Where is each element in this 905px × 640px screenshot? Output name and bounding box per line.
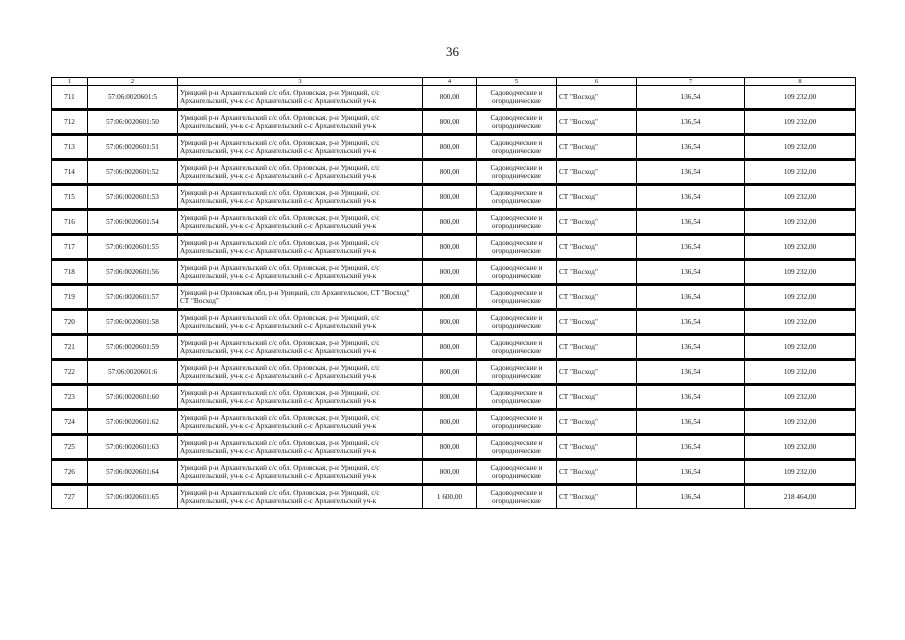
plot-address-cell: Урицкий р-н Архангельский с/с обл. Орловская, р-н Урицкий, с/с Архангельский, уч-к с-с Архангельский с-с Архангельский уч-к <box>178 335 423 360</box>
cadastral-number-cell: 57:06:0020601:57 <box>88 285 178 310</box>
organization-cell: СТ "Восход" <box>557 160 637 185</box>
cadastral-value-cell: 109 232,00 <box>745 460 856 485</box>
plot-address-cell: Урицкий р-н Архангельский с/с обл. Орловская, р-н Урицкий, с/с Архангельский, уч-к с-с Архангельский с-с Архангельский уч-к <box>178 260 423 285</box>
plot-address-cell: Урицкий р-н Архангельский с/с обл. Орловская, р-н Урицкий, с/с Архангельский, уч-к с-с Архангельский с-с Архангельский уч-к <box>178 210 423 235</box>
plot-area-cell: 800,00 <box>423 410 477 435</box>
plot-address-cell: Урицкий р-н Архангельский с/с обл. Орловская, р-н Урицкий, с/с Архангельский, уч-к с-с Архангельский с-с Архангельский уч-к <box>178 185 423 210</box>
table-row <box>52 185 856 210</box>
row-number-cell: 715 <box>52 185 88 210</box>
table-row <box>52 435 856 460</box>
row-number-cell: 711 <box>52 86 88 110</box>
cadastral-number-cell: 57:06:0020601:6 <box>88 360 178 385</box>
unit-value-cell: 136,54 <box>637 385 745 410</box>
unit-value-cell: 136,54 <box>637 360 745 385</box>
cadastral-number-cell: 57:06:0020601:58 <box>88 310 178 335</box>
cadastral-number-cell: 57:06:0020601:5 <box>88 86 178 110</box>
plot-area-cell: 800,00 <box>423 385 477 410</box>
table-header-row <box>52 78 856 86</box>
row-number-cell: 721 <box>52 335 88 360</box>
unit-value-cell: 136,54 <box>637 310 745 335</box>
permitted-use-cell: Садоводческие и огороднические <box>477 210 557 235</box>
page-number: 36 <box>446 44 459 59</box>
unit-value-cell: 136,54 <box>637 235 745 260</box>
plot-address-cell: Урицкий р-н Архангельский с/с обл. Орловская, р-н Урицкий, с/с Архангельский, уч-к с-с Архангельский с-с Архангельский уч-к <box>178 385 423 410</box>
permitted-use-cell: Садоводческие и огороднические <box>477 135 557 160</box>
unit-value-cell: 136,54 <box>637 485 745 509</box>
cadastral-number-cell: 57:06:0020601:56 <box>88 260 178 285</box>
plot-area-cell: 800,00 <box>423 335 477 360</box>
organization-cell: СТ "Восход" <box>557 210 637 235</box>
permitted-use-cell: Садоводческие и огороднические <box>477 285 557 310</box>
plot-area-cell: 800,00 <box>423 235 477 260</box>
cadastral-value-cell: 109 232,00 <box>745 210 856 235</box>
row-number-cell: 714 <box>52 160 88 185</box>
column-header: 7 <box>637 78 745 86</box>
cadastral-value-cell: 109 232,00 <box>745 135 856 160</box>
cadastral-number-cell: 57:06:0020601:65 <box>88 485 178 509</box>
permitted-use-cell: Садоводческие и огороднические <box>477 485 557 509</box>
permitted-use-cell: Садоводческие и огороднические <box>477 235 557 260</box>
cadastral-value-cell: 109 232,00 <box>745 260 856 285</box>
plot-address-cell: Урицкий р-н Архангельский с/с обл. Орловская, р-н Урицкий, с/с Архангельский, уч-к с-с Архангельский с-с Архангельский уч-к <box>178 360 423 385</box>
organization-cell: СТ "Восход" <box>557 485 637 509</box>
cadastral-value-cell: 109 232,00 <box>745 310 856 335</box>
permitted-use-cell: Садоводческие и огороднические <box>477 460 557 485</box>
row-number-cell: 722 <box>52 360 88 385</box>
permitted-use-cell: Садоводческие и огороднические <box>477 310 557 335</box>
row-number-cell: 713 <box>52 135 88 160</box>
table-row <box>52 235 856 260</box>
unit-value-cell: 136,54 <box>637 135 745 160</box>
plot-area-cell: 1 600,00 <box>423 485 477 509</box>
permitted-use-cell: Садоводческие и огороднические <box>477 185 557 210</box>
unit-value-cell: 136,54 <box>637 210 745 235</box>
cadastral-value-cell: 109 232,00 <box>745 235 856 260</box>
permitted-use-cell: Садоводческие и огороднические <box>477 435 557 460</box>
row-number-cell: 727 <box>52 485 88 509</box>
table-row <box>52 360 856 385</box>
plot-address-cell: Урицкий р-н Архангельский с/с обл. Орловская, р-н Урицкий, с/с Архангельский, уч-к с-с Архангельский с-с Архангельский уч-к <box>178 235 423 260</box>
cadastral-number-cell: 57:06:0020601:63 <box>88 435 178 460</box>
plot-address-cell: Урицкий р-н Архангельский с/с обл. Орловская, р-н Урицкий, с/с Архангельский, уч-к с-с Архангельский с-с Архангельский уч-к <box>178 110 423 135</box>
cadastral-value-cell: 109 232,00 <box>745 285 856 310</box>
cadastral-value-cell: 109 232,00 <box>745 410 856 435</box>
permitted-use-cell: Садоводческие и огороднические <box>477 110 557 135</box>
organization-cell: СТ "Восход" <box>557 285 637 310</box>
cadastral-number-cell: 57:06:0020601:62 <box>88 410 178 435</box>
table-row <box>52 310 856 335</box>
table-row <box>52 210 856 235</box>
cadastral-value-cell: 109 232,00 <box>745 435 856 460</box>
cadastral-value-cell: 109 232,00 <box>745 185 856 210</box>
table-body <box>52 86 856 509</box>
cadastral-value-cell: 109 232,00 <box>745 110 856 135</box>
unit-value-cell: 136,54 <box>637 86 745 110</box>
cadastral-value-cell: 109 232,00 <box>745 335 856 360</box>
plot-address-cell: Урицкий р-н Архангельский с/с обл. Орловская, р-н Урицкий, с/с Архангельский, уч-к с-с Архангельский с-с Архангельский уч-к <box>178 160 423 185</box>
unit-value-cell: 136,54 <box>637 160 745 185</box>
cadastral-value-cell: 109 232,00 <box>745 160 856 185</box>
unit-value-cell: 136,54 <box>637 435 745 460</box>
cadastral-value-cell: 218 464,00 <box>745 485 856 509</box>
cadastral-number-cell: 57:06:0020601:53 <box>88 185 178 210</box>
row-number-cell: 719 <box>52 285 88 310</box>
plot-address-cell: Урицкий р-н Архангельский с/с обл. Орловская, р-н Урицкий, с/с Архангельский, уч-к с-с Архангельский с-с Архангельский уч-к <box>178 135 423 160</box>
permitted-use-cell: Садоводческие и огороднические <box>477 410 557 435</box>
cadastral-value-cell: 109 232,00 <box>745 360 856 385</box>
column-header: 3 <box>178 78 423 86</box>
row-number-cell: 724 <box>52 410 88 435</box>
organization-cell: СТ "Восход" <box>557 260 637 285</box>
unit-value-cell: 136,54 <box>637 335 745 360</box>
plot-address-cell: Урицкий р-н Архангельский с/с обл. Орловская, р-н Урицкий, с/с Архангельский, уч-к с-с Архангельский с-с Архангельский уч-к <box>178 310 423 335</box>
organization-cell: СТ "Восход" <box>557 310 637 335</box>
plot-area-cell: 800,00 <box>423 310 477 335</box>
table-row <box>52 385 856 410</box>
unit-value-cell: 136,54 <box>637 460 745 485</box>
cadastral-number-cell: 57:06:0020601:59 <box>88 335 178 360</box>
row-number-cell: 717 <box>52 235 88 260</box>
unit-value-cell: 136,54 <box>637 260 745 285</box>
table-row <box>52 410 856 435</box>
column-header: 8 <box>745 78 856 86</box>
table-row <box>52 485 856 509</box>
plot-address-cell: Урицкий р-н Архангельский с/с обл. Орловская, р-н Урицкий, с/с Архангельский, уч-к с-с Архангельский с-с Архангельский уч-к <box>178 485 423 509</box>
land-plot-table <box>51 77 856 509</box>
plot-area-cell: 800,00 <box>423 360 477 385</box>
cadastral-value-cell: 109 232,00 <box>745 86 856 110</box>
row-number-cell: 718 <box>52 260 88 285</box>
row-number-cell: 723 <box>52 385 88 410</box>
table-row <box>52 260 856 285</box>
organization-cell: СТ "Восход" <box>557 435 637 460</box>
column-header: 4 <box>423 78 477 86</box>
table-row <box>52 135 856 160</box>
plot-address-cell: Урицкий р-н Архангельский с/с обл. Орловская, р-н Урицкий, с/с Архангельский, уч-к с-с Архангельский с-с Архангельский уч-к <box>178 435 423 460</box>
table-row <box>52 460 856 485</box>
organization-cell: СТ "Восход" <box>557 110 637 135</box>
plot-area-cell: 800,00 <box>423 185 477 210</box>
row-number-cell: 720 <box>52 310 88 335</box>
organization-cell: СТ "Восход" <box>557 185 637 210</box>
column-header: 1 <box>52 78 88 86</box>
table-row <box>52 285 856 310</box>
cadastral-number-cell: 57:06:0020601:50 <box>88 110 178 135</box>
row-number-cell: 712 <box>52 110 88 135</box>
plot-area-cell: 800,00 <box>423 135 477 160</box>
organization-cell: СТ "Восход" <box>557 385 637 410</box>
cadastral-number-cell: 57:06:0020601:54 <box>88 210 178 235</box>
cadastral-number-cell: 57:06:0020601:51 <box>88 135 178 160</box>
column-header: 6 <box>557 78 637 86</box>
permitted-use-cell: Садоводческие и огороднические <box>477 385 557 410</box>
organization-cell: СТ "Восход" <box>557 360 637 385</box>
plot-address-cell: Урицкий р-н Архангельский с/с обл. Орловская, р-н Урицкий, с/с Архангельский, уч-к с-с Архангельский с-с Архангельский уч-к <box>178 460 423 485</box>
unit-value-cell: 136,54 <box>637 185 745 210</box>
organization-cell: СТ "Восход" <box>557 235 637 260</box>
organization-cell: СТ "Восход" <box>557 86 637 110</box>
permitted-use-cell: Садоводческие и огороднические <box>477 335 557 360</box>
column-header: 5 <box>477 78 557 86</box>
cadastral-value-cell: 109 232,00 <box>745 385 856 410</box>
cadastral-number-cell: 57:06:0020601:55 <box>88 235 178 260</box>
organization-cell: СТ "Восход" <box>557 135 637 160</box>
unit-value-cell: 136,54 <box>637 285 745 310</box>
plot-address-cell: Урицкий р-н Архангельский с/с обл. Орловская, р-н Урицкий, с/с Архангельский, уч-к с-с Архангельский с-с Архангельский уч-к <box>178 86 423 110</box>
row-number-cell: 725 <box>52 435 88 460</box>
cadastral-number-cell: 57:06:0020601:52 <box>88 160 178 185</box>
plot-area-cell: 800,00 <box>423 210 477 235</box>
column-header: 2 <box>88 78 178 86</box>
plot-area-cell: 800,00 <box>423 110 477 135</box>
plot-area-cell: 800,00 <box>423 260 477 285</box>
permitted-use-cell: Садоводческие и огороднические <box>477 360 557 385</box>
row-number-cell: 716 <box>52 210 88 235</box>
plot-area-cell: 800,00 <box>423 285 477 310</box>
permitted-use-cell: Садоводческие и огороднические <box>477 260 557 285</box>
cadastral-number-cell: 57:06:0020601:60 <box>88 385 178 410</box>
table-row <box>52 86 856 110</box>
table-row <box>52 335 856 360</box>
permitted-use-cell: Садоводческие и огороднические <box>477 86 557 110</box>
organization-cell: СТ "Восход" <box>557 335 637 360</box>
permitted-use-cell: Садоводческие и огороднические <box>477 160 557 185</box>
organization-cell: СТ "Восход" <box>557 410 637 435</box>
plot-address-cell: Урицкий р-н Архангельский с/с обл. Орловская, р-н Урицкий, с/с Архангельский, уч-к с-с Архангельский с-с Архангельский уч-к <box>178 410 423 435</box>
unit-value-cell: 136,54 <box>637 110 745 135</box>
cadastral-number-cell: 57:06:0020601:64 <box>88 460 178 485</box>
table-row <box>52 160 856 185</box>
plot-address-cell: Урицкий р-н Орловская обл, р-н Урицкий, с/п Архангельское, СТ "Восход" СТ "Восход" <box>178 285 423 310</box>
plot-area-cell: 800,00 <box>423 86 477 110</box>
row-number-cell: 726 <box>52 460 88 485</box>
plot-area-cell: 800,00 <box>423 435 477 460</box>
table-row <box>52 110 856 135</box>
unit-value-cell: 136,54 <box>637 410 745 435</box>
plot-area-cell: 800,00 <box>423 460 477 485</box>
plot-area-cell: 800,00 <box>423 160 477 185</box>
organization-cell: СТ "Восход" <box>557 460 637 485</box>
